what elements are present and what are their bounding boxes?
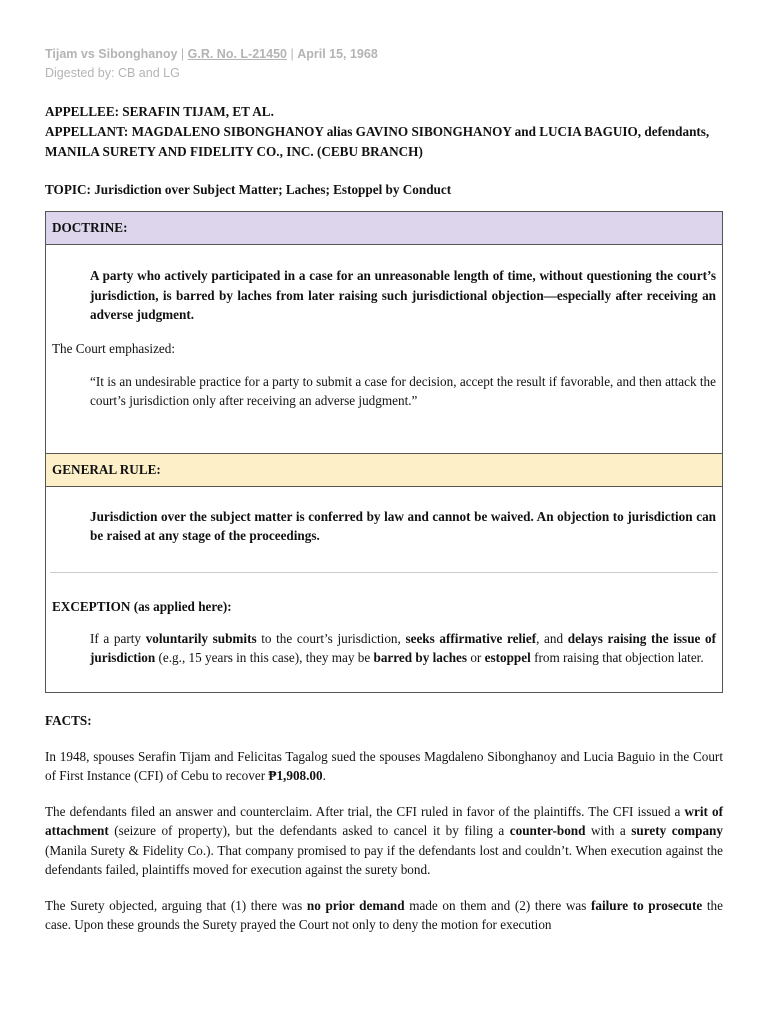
bold-run: writ of attachment [45,803,723,838]
bold-run: surety company [631,823,723,838]
separator: | [286,47,298,61]
text-run: the case. Upon these grounds the Surety prayed the Court not only to deny the motion for execution [45,897,723,932]
bold-run: delays raising the issue of jurisdiction [90,630,717,665]
general-rule-header: GENERAL RULE: [46,453,722,487]
case-header [45,45,723,83]
bold-run: voluntarily submits [145,630,257,646]
bold-run: seeks affirmative relief [405,630,537,646]
section-divider [50,572,718,573]
appellant-line-1: APPELLANT: MAGDALENO SIBONGHANOY alias GAVINO SIBONGHANOY and LUCIA BAGUIO, defendants, [45,124,710,139]
bold-run: counter-bond [509,823,586,838]
text-run: , and [536,630,568,646]
text-run: The defendants filed an answer and counterclaim. After trial, the CFI ruled in favor of the plaintiffs. The CFI issued a [45,803,685,819]
appellant-line-2: MANILA SURETY AND FIDELITY CO., INC. (CEBU BRANCH) [45,144,423,159]
general-rule-statement: Jurisdiction over the subject matter is conferred by law and cannot be waived. An objection to jurisdiction can be raised at any stage of the proceedings. [90,508,716,543]
separator: | [177,47,188,61]
doctrine-table [45,211,723,693]
bold-run: no prior demand [306,897,405,913]
exception-label: EXCEPTION (as applied here): [52,598,232,614]
text-run: (Manila Surety & Fidelity Co.). That company promised to pay if the defendants lost and couldn’t. When execution against the defendants failed, plaintiffs moved for execution against the surety bond. [45,842,723,877]
text-run: with a [585,823,632,838]
topic-line: TOPIC: Jurisdiction over Subject Matter; Laches; Estoppel by Conduct [45,182,452,197]
facts-paragraph-2 [45,802,723,880]
doctrine-header: DOCTRINE: [46,212,722,245]
doctrine-body [46,245,722,453]
text-run: (seizure of property), but the defendants asked to cancel it by filing a [108,823,510,838]
appellee-line: APPELLEE: SERAFIN TIJAM, ET AL. [45,104,274,119]
case-title: Tijam vs Sibonghanoy [45,47,178,61]
text-run: In 1948, spouses Serafin Tijam and Felicitas Tagalog sued the spouses Magdaleno Sibonghanoy and Lucia Baguio in the Court of First Instance (CFI) of Cebu to recover [45,748,723,783]
bold-run: estoppel [484,650,531,665]
document-page [45,45,723,935]
text-run: . [322,768,326,783]
digested-by: Digested by: CB and LG [45,66,180,80]
bold-run: failure to prosecute [590,897,703,913]
text-run: from raising that objection later. [530,650,704,665]
text-run: (e.g., 15 years in this case), they may be [155,650,374,665]
facts-paragraph-1 [45,747,723,786]
parties-block [45,102,723,162]
gr-number-link[interactable]: G.R. No. L-21450 [187,47,287,61]
court-emphasized-label: The Court emphasized: [52,340,176,356]
text-run: The Surety objected, arguing that (1) there was [45,897,307,913]
bold-run: barred by laches [373,650,468,665]
court-quote: “It is an undesirable practice for a party to submit a case for decision, accept the result if favorable, and then attack the court’s jurisdiction only after receiving an adverse judgment.” [90,373,716,408]
amount: ₱1,908.00 [268,768,323,783]
text-run: or [467,650,485,665]
general-rule-body [46,487,722,572]
facts-label: FACTS: [45,712,92,728]
exception-statement [90,629,716,692]
exception-body [46,597,722,692]
facts-paragraph-3 [45,896,723,935]
text-run: to the court’s jurisdiction, [256,630,406,646]
doctrine-statement: A party who actively participated in a case for an unreasonable length of time, without questioning the court’s jurisdiction, is barred by laches from later raising such jurisdictional objection—especially after receiving an adverse judgment. [90,268,716,322]
case-citation-line [45,45,723,64]
text-run: If a party [90,630,146,646]
case-date: April 15, 1968 [297,47,378,61]
text-run: made on them and (2) there was [404,897,591,913]
